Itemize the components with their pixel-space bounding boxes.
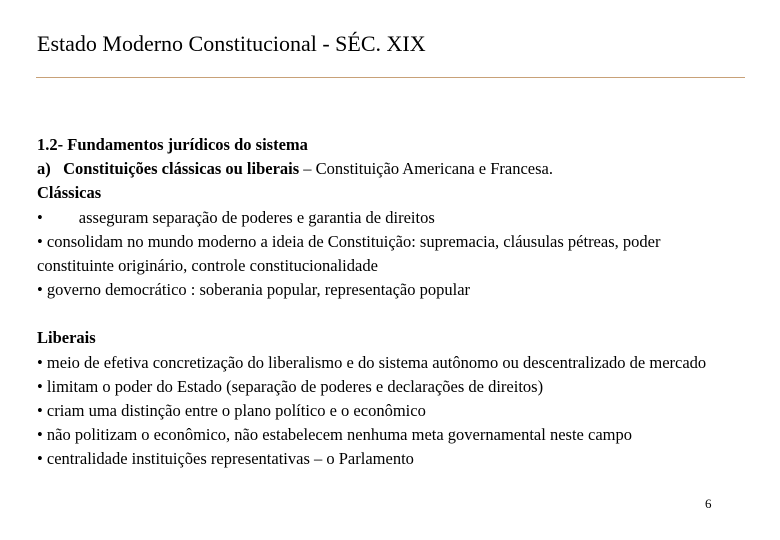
list-item	[37, 278, 727, 302]
classicas-heading: Clássicas	[37, 183, 102, 203]
slide-title: Estado Moderno Constitucional - SÉC. XIX	[37, 31, 426, 56]
section-spacer	[37, 302, 727, 326]
list-item	[37, 399, 727, 423]
bullet-icon: •	[37, 449, 43, 469]
section-heading: 1.2- Fundamentos jurídicos do sistema	[37, 135, 308, 154]
bullet-icon: •	[37, 352, 43, 372]
bullet-text: limitam o poder do Estado (separação de poderes e declarações de direitos)	[46, 376, 544, 396]
list-item	[37, 206, 727, 230]
bullet-text: governo democrático : soberania popular, representação popular	[46, 280, 471, 300]
item-a-bold-text: Constituições clássicas ou liberais	[63, 159, 300, 179]
item-a-rest-text: – Constituição Americana e Francesa.	[299, 159, 554, 179]
bullet-icon: •	[37, 376, 43, 396]
bullet-text: asseguram separação de poderes e garantia de direitos	[78, 207, 435, 227]
list-item	[37, 423, 727, 447]
bullet-text: meio de efetiva concretização do liberalismo e do sistema autônomo ou descentralizado de mercado	[46, 352, 707, 372]
title-divider	[36, 77, 745, 78]
bullet-text: consolidam no mundo moderno a ideia de Constituição: supremacia, cláusulas pétreas, poder constituinte originário, controle constitucionalidade	[37, 231, 661, 276]
bullet-icon: •	[37, 231, 43, 251]
item-a-label: a)	[37, 159, 51, 179]
list-item	[37, 351, 727, 375]
bullet-text: não politizam o econômico, não estabelecem nenhuma meta governamental neste campo	[46, 425, 632, 445]
bullet-icon: •	[37, 425, 43, 445]
bullet-icon: •	[37, 280, 43, 300]
list-item	[37, 230, 727, 278]
bullet-icon: •	[37, 207, 43, 227]
page-number: 6	[705, 496, 712, 511]
slide-body	[37, 133, 727, 472]
list-item	[37, 447, 727, 471]
liberais-heading: Liberais	[37, 328, 96, 348]
bullet-text: centralidade instituições representativas – o Parlamento	[46, 449, 414, 469]
list-item	[37, 375, 727, 399]
bullet-icon: •	[37, 401, 43, 421]
item-a	[37, 157, 727, 181]
bullet-text: criam uma distinção entre o plano político e o econômico	[46, 401, 426, 421]
